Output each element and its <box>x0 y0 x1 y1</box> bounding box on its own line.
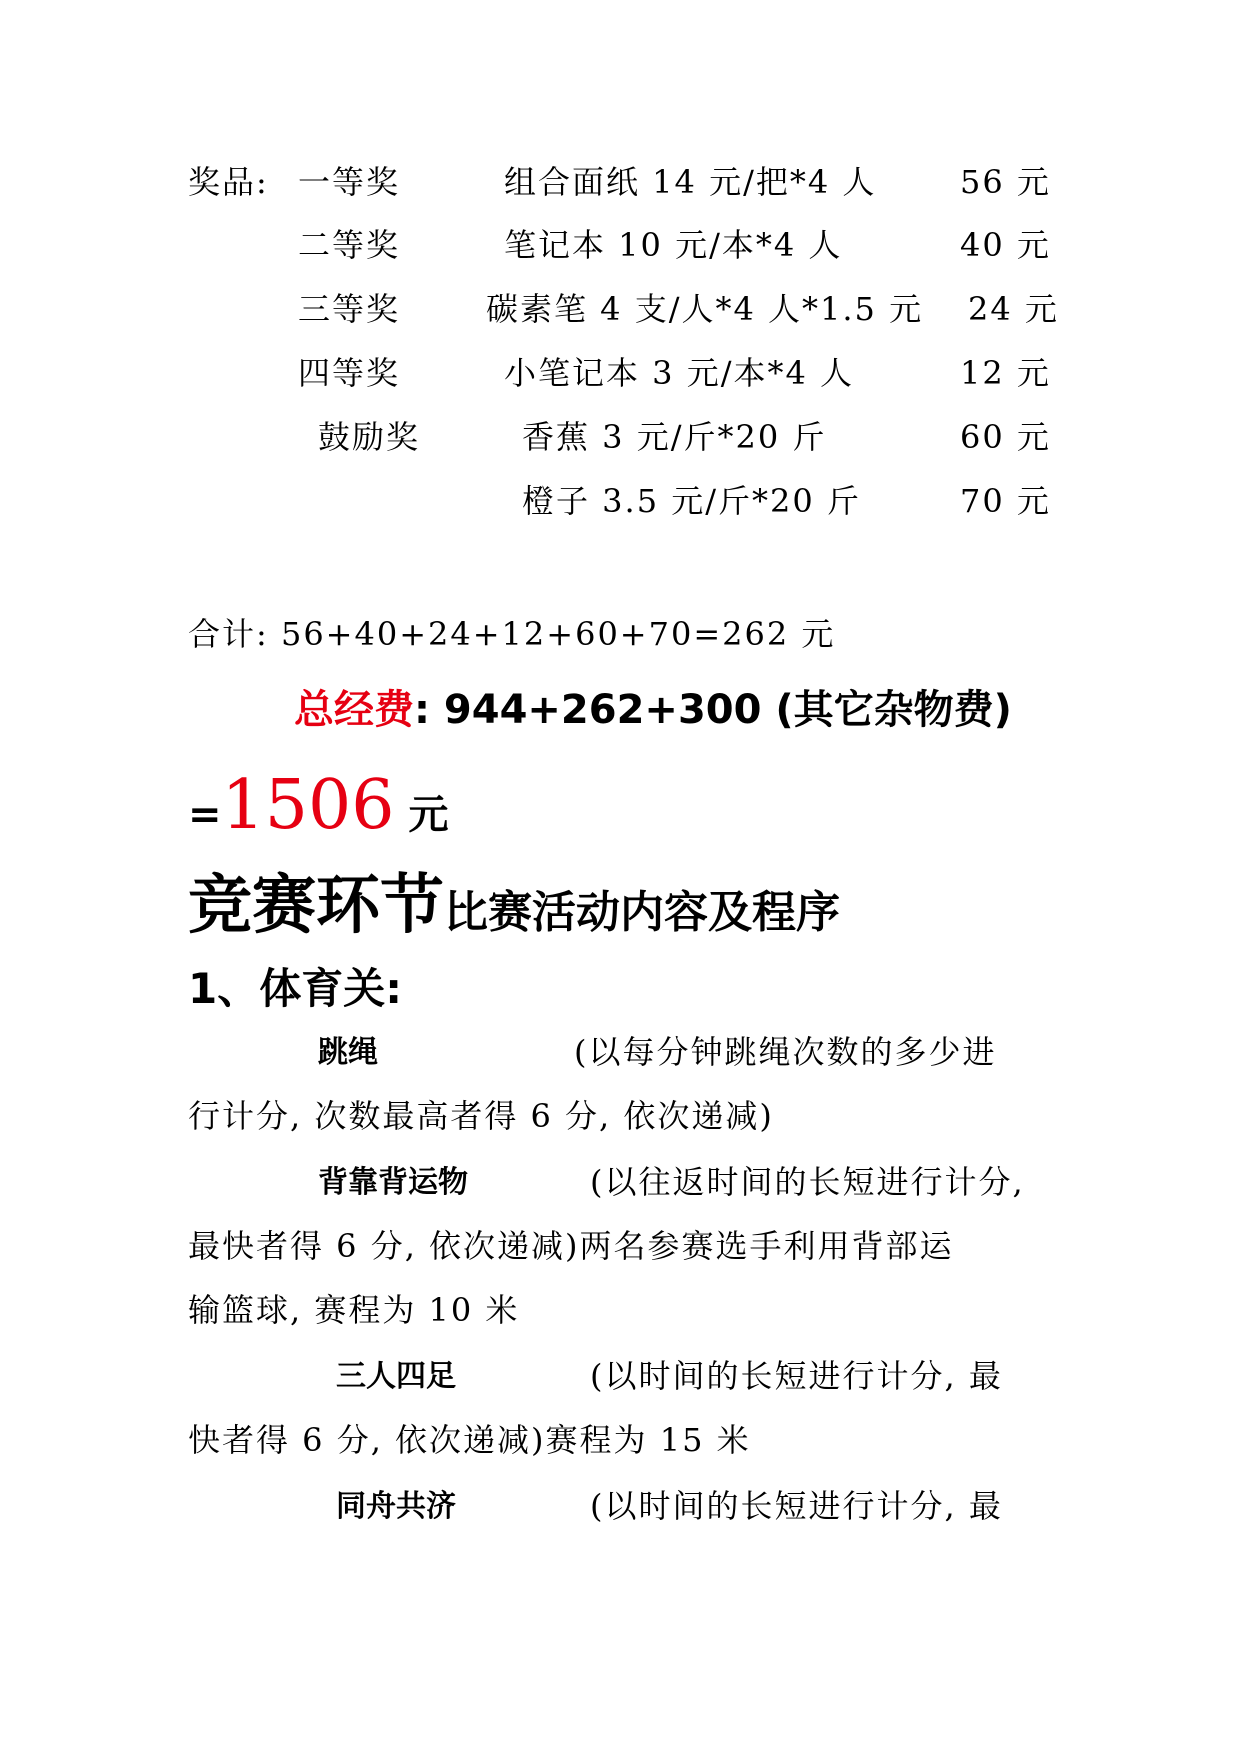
event-desc-cont: 快者得 6 分, 依次递减)赛程为 15 米 <box>188 1421 751 1459</box>
total-result <box>188 766 449 845</box>
prize-item: 组合面纸 14 元/把*4 人 <box>504 163 877 201</box>
total-equals: = <box>188 792 222 838</box>
section-big: 竞赛环节 <box>188 869 444 943</box>
prize-level: 鼓励奖 <box>318 418 421 456</box>
prize-item: 橙子 3.5 元/斤*20 斤 <box>522 482 861 520</box>
event-name: 背靠背运物 <box>318 1165 468 1200</box>
event-desc: (以每分钟跳绳次数的多少进 <box>574 1033 997 1071</box>
subtotal: 合计: 56+40+24+12+60+70=262 元 <box>188 615 836 653</box>
prizes-label: 奖品: <box>188 163 269 201</box>
total-value: 1506 <box>221 766 395 845</box>
event-desc: (以时间的长短进行计分, 最 <box>590 1357 1003 1395</box>
prize-amount: 12 元 <box>960 354 1051 392</box>
event-name: 跳绳 <box>318 1035 378 1070</box>
prize-level: 四等奖 <box>298 354 401 392</box>
prize-level: 三等奖 <box>298 290 401 328</box>
total-line <box>294 687 1012 733</box>
event-desc: (以时间的长短进行计分, 最 <box>590 1487 1003 1525</box>
prize-amount: 40 元 <box>960 226 1051 264</box>
prize-amount: 56 元 <box>960 163 1051 201</box>
prize-amount: 24 元 <box>968 290 1059 328</box>
prize-level: 一等奖 <box>298 163 401 201</box>
event-desc-cont: 行计分, 次数最高者得 6 分, 依次递减) <box>188 1097 774 1135</box>
event-desc-cont: 最快者得 6 分, 依次递减)两名参赛选手利用背部运 <box>188 1227 954 1265</box>
event-name: 三人四足 <box>336 1359 456 1394</box>
subsection-title: 1、体育关: <box>188 964 403 1013</box>
prize-amount: 70 元 <box>960 482 1051 520</box>
total-formula: : 944+262+300 (其它杂物费) <box>414 687 1012 733</box>
event-desc: (以往返时间的长短进行计分, <box>590 1163 1025 1201</box>
total-unit: 元 <box>394 792 449 838</box>
prize-item: 小笔记本 3 元/本*4 人 <box>504 354 855 392</box>
event-desc-cont: 输篮球, 赛程为 10 米 <box>188 1291 520 1329</box>
prize-level: 二等奖 <box>298 226 401 264</box>
prize-amount: 60 元 <box>960 418 1051 456</box>
section-rest: 比赛活动内容及程序 <box>444 887 840 938</box>
prize-item: 香蕉 3 元/斤*20 斤 <box>522 418 827 456</box>
total-label: 总经费 <box>294 687 414 733</box>
prize-item: 碳素笔 4 支/人*4 人*1.5 元 <box>486 290 924 328</box>
event-name: 同舟共济 <box>336 1489 456 1524</box>
prize-item: 笔记本 10 元/本*4 人 <box>504 226 843 264</box>
section-heading <box>188 869 840 943</box>
